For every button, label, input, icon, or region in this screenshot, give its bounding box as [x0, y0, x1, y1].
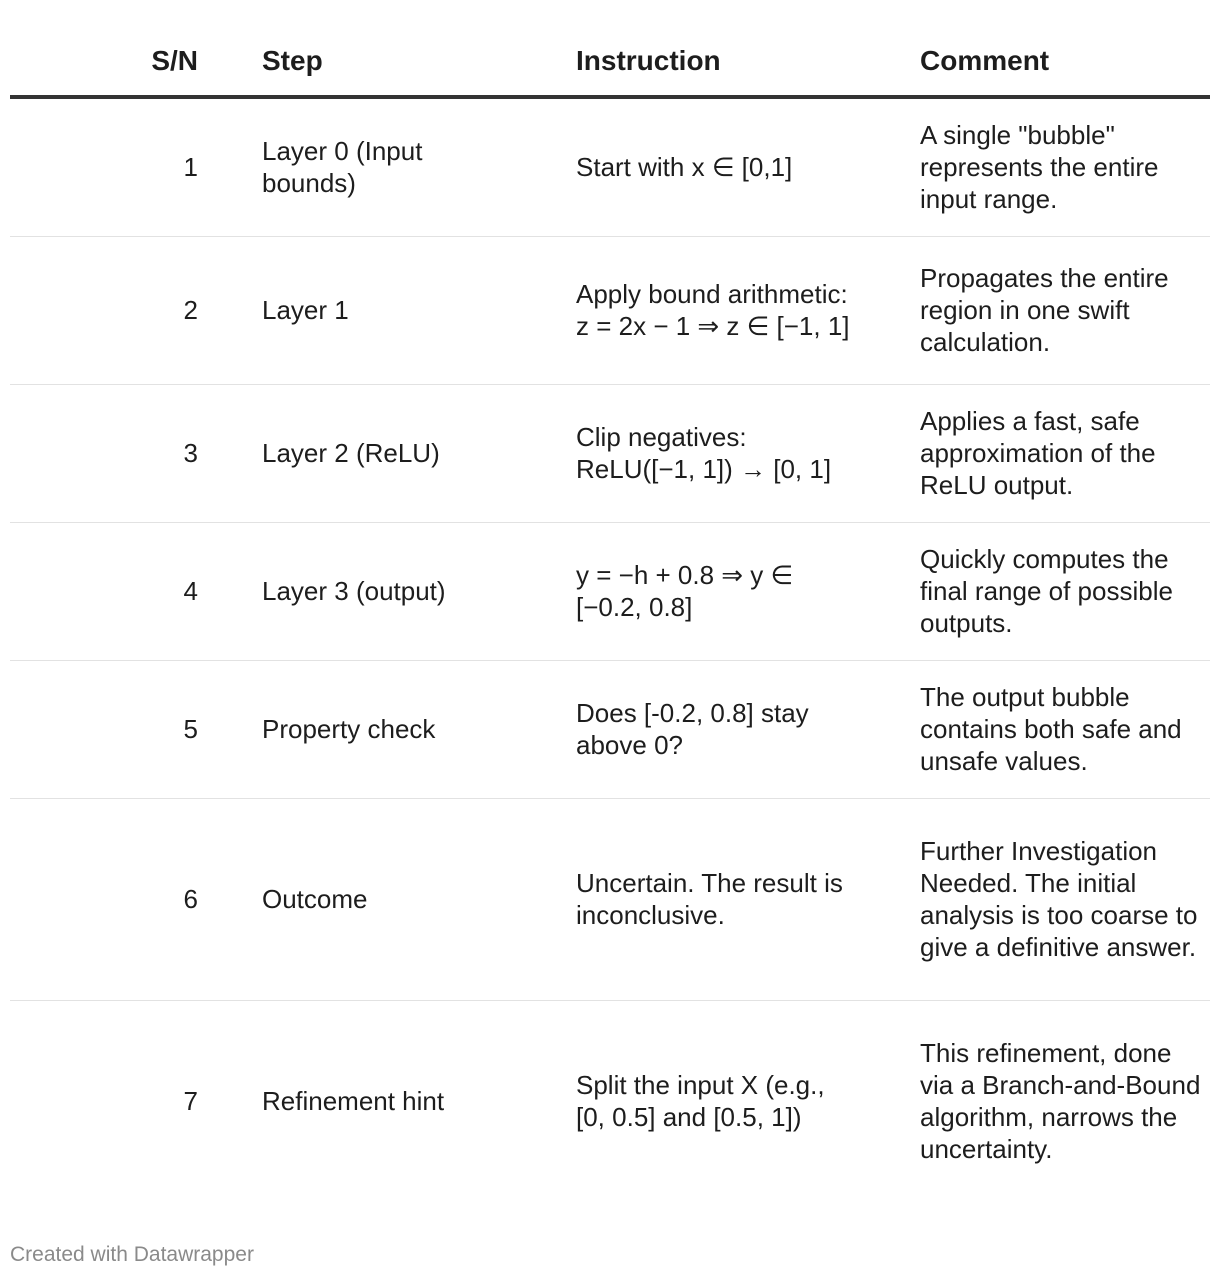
- column-header-comment[interactable]: Comment: [890, 0, 1210, 97]
- cell-sn: 7: [183, 1086, 198, 1117]
- cell-instruction: Apply bound arithmetic: z = 2x − 1 ⇒ z ∈ [−1, 1]: [546, 236, 890, 384]
- table-body: [10, 97, 1210, 1202]
- cell-sn: 4: [10, 522, 232, 660]
- cell-comment: This refinement, done via a Branch-and-Bound algorithm, narrows the uncertainty.: [920, 1038, 1201, 1165]
- cell-instruction: Uncertain. The result is inconclusive.: [546, 798, 890, 1000]
- cell-sn: 3: [10, 384, 232, 522]
- table-row: [10, 522, 1210, 660]
- cell-step: Outcome: [232, 798, 546, 1000]
- column-header-step[interactable]: Step: [232, 0, 546, 97]
- cell-instruction: Start with x ∈ [0,1]: [546, 97, 890, 236]
- cell-step: Layer 0 (Input bounds): [232, 97, 546, 236]
- table-row: [10, 798, 1210, 1000]
- cell-comment: Applies a fast, safe approximation of the ReLU output.: [890, 384, 1210, 522]
- cell-sn: 2: [10, 236, 232, 384]
- table-row: [10, 384, 1210, 522]
- cell-step: Layer 3 (output): [232, 522, 546, 660]
- table-header: [10, 0, 1210, 97]
- cell-sn: 5: [10, 660, 232, 798]
- table-row: [10, 660, 1210, 798]
- cell-step: Layer 2 (ReLU): [232, 384, 546, 522]
- cell-instruction: y = −h + 0.8 ⇒ y ∈ [−0.2, 0.8]: [546, 522, 890, 660]
- table-row: [10, 236, 1210, 384]
- column-header-sn[interactable]: S/N: [10, 0, 232, 97]
- table-row: [10, 1000, 1210, 1202]
- cell-sn: 1: [10, 97, 232, 236]
- cell-step: Layer 1: [232, 236, 546, 384]
- table-row: [10, 97, 1210, 236]
- cell-instruction: Split the input X (e.g., [0, 0.5] and [0.5, 1]): [576, 1070, 825, 1133]
- cell-step: Property check: [232, 660, 546, 798]
- steps-table: [10, 0, 1210, 1202]
- cell-comment: Further Investigation Needed. The initial analysis is too coarse to give a definitive answer.: [890, 798, 1210, 1000]
- cell-comment: Propagates the entire region in one swift calculation.: [890, 236, 1210, 384]
- column-header-instruction[interactable]: Instruction: [546, 0, 890, 97]
- cell-step: Refinement hint: [262, 1086, 445, 1117]
- cell-comment: A single "bubble" represents the entire input range.: [890, 97, 1210, 236]
- data-table-container: [10, 0, 1210, 1202]
- cell-comment: Quickly computes the final range of possible outputs.: [890, 522, 1210, 660]
- cell-instruction: Does [-0.2, 0.8] stay above 0?: [546, 660, 890, 798]
- footer-credit[interactable]: Created with Datawrapper: [10, 1243, 254, 1266]
- cell-instruction: Clip negatives: ReLU([−1, 1]) → [0, 1]: [546, 384, 890, 522]
- cell-comment: The output bubble contains both safe and unsafe values.: [890, 660, 1210, 798]
- header-row: [10, 0, 1210, 97]
- cell-sn: 6: [10, 798, 232, 1000]
